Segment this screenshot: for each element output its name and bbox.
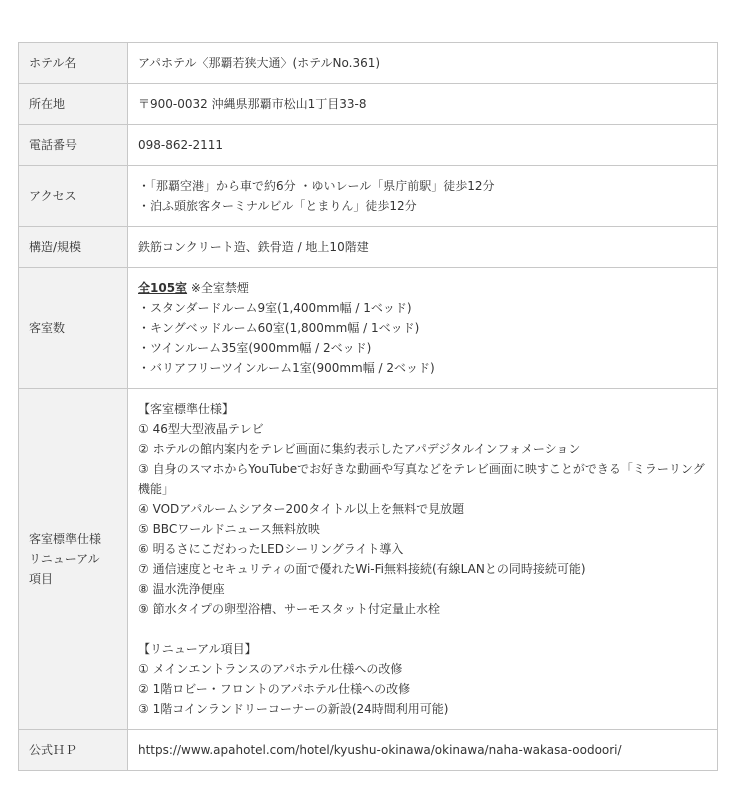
phone-label: 電話番号: [19, 125, 128, 166]
address-value: 〒900-0032 沖縄県那覇市松山1丁目33-8: [128, 84, 718, 125]
row-structure: [19, 227, 718, 268]
access-line: ・「那覇空港」から車で約6分 ・ゆいレール「県庁前駅」徒歩12分: [138, 179, 495, 193]
rooms-total: 全105室: [138, 281, 188, 295]
renewal-item: ① メインエントランスのアパホテル仕様への改修: [138, 662, 403, 676]
official-hp-link[interactable]: https://www.apahotel.com/hotel/kyushu-okinawa/okinawa/naha-wakasa-oodoori/: [128, 730, 718, 771]
room-type-item: ・キングベッドルーム60室(1,800mm幅 / 1ベッド): [138, 321, 420, 335]
room-type-item: ・バリアフリーツインルーム1室(900mm幅 / 2ベッド): [138, 361, 435, 375]
room-type-item: ・ツインルーム35室(900mm幅 / 2ベッド): [138, 341, 372, 355]
renewal-item: ② 1階ロビー・フロントのアパホテル仕様への改修: [138, 682, 411, 696]
spec-item: ③ 自身のスマホからYouTubeでお好きな動画や写真などをテレビ画面に映すことができる「ミラーリング機能」: [138, 462, 705, 496]
spec-label-line: 客室標準仕様: [29, 532, 102, 546]
hotel-info-table: [18, 42, 718, 771]
spec-item: ① 46型大型液晶テレビ: [138, 422, 264, 436]
rooms-note: ※全室禁煙: [187, 281, 249, 295]
rooms-value: [128, 268, 718, 389]
spec-item: ⑧ 温水洗浄便座: [138, 582, 225, 596]
access-line: ・泊ふ頭旅客ターミナルビル「とまりん」徒歩12分: [138, 199, 417, 213]
spec-label-line: リニューアル: [29, 552, 100, 566]
phone-value: 098-862-2111: [128, 125, 718, 166]
row-spec-renewal: [19, 389, 718, 730]
hotel-name-value: アパホテル〈那覇若狭大通〉(ホテルNo.361): [128, 43, 718, 84]
renewal-heading: 【リニューアル項目】: [138, 642, 257, 656]
spec-heading: 【客室標準仕様】: [138, 402, 235, 416]
spacer: [138, 619, 707, 639]
access-label: アクセス: [19, 166, 128, 227]
spec-label-line: 項目: [29, 572, 54, 586]
spec-item: ⑥ 明るさにこだわったLEDシーリングライト導入: [138, 542, 404, 556]
rooms-summary: [138, 278, 707, 298]
spec-item: ⑨ 節水タイプの卵型浴槽、サーモスタット付定量止水栓: [138, 602, 440, 616]
structure-value: 鉄筋コンクリート造、鉄骨造 / 地上10階建: [128, 227, 718, 268]
spec-item: ⑦ 通信速度とセキュリティの面で優れたWi-Fi無料接続(有線LANとの同時接続可能): [138, 562, 586, 576]
hotel-name-label: ホテル名: [19, 43, 128, 84]
rooms-label: 客室数: [19, 268, 128, 389]
renewal-item: ③ 1階コインランドリーコーナーの新設(24時間利用可能): [138, 702, 449, 716]
structure-label: 構造/規模: [19, 227, 128, 268]
access-value: [128, 166, 718, 227]
row-address: [19, 84, 718, 125]
address-label: 所在地: [19, 84, 128, 125]
official-hp-label: 公式ＨＰ: [19, 730, 128, 771]
room-type-item: ・スタンダードルーム9室(1,400mm幅 / 1ベッド): [138, 301, 412, 315]
row-hotel-name: [19, 43, 718, 84]
spec-renewal-value: [128, 389, 718, 730]
row-official-hp: [19, 730, 718, 771]
row-phone: [19, 125, 718, 166]
row-access: [19, 166, 718, 227]
spec-item: ⑤ BBCワールドニュース無料放映: [138, 522, 320, 536]
spec-renewal-label: [19, 389, 128, 730]
spec-item: ④ VODアパルームシアター200タイトル以上を無料で見放題: [138, 502, 465, 516]
row-rooms: [19, 268, 718, 389]
spec-item: ② ホテルの館内案内をテレビ画面に集約表示したアパデジタルインフォメーション: [138, 442, 581, 456]
